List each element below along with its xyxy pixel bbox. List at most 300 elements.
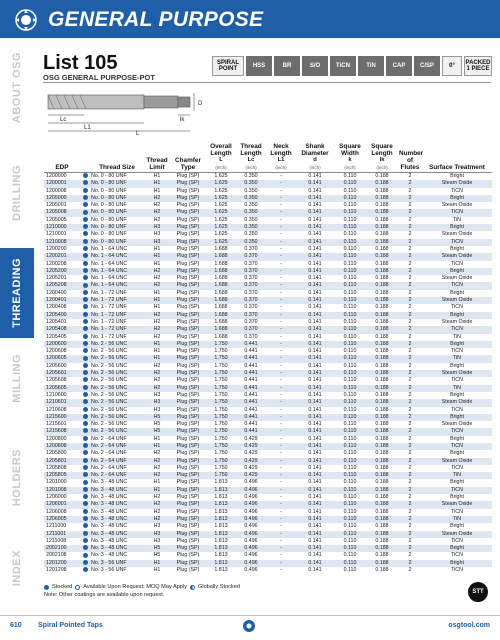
cell-stock: [80, 370, 90, 377]
cell-square-width: 0.110: [343, 494, 357, 501]
cell-edp: 1200808: [44, 443, 80, 450]
cell-edp: 1206001: [44, 501, 80, 508]
dim-lk-label: lk: [180, 117, 185, 123]
table-row: [44, 304, 492, 311]
cell-thread-limit: H1: [144, 180, 170, 187]
cell-edp: 1200401: [44, 297, 80, 304]
cell-surface-treatment: Steam Oxide: [441, 275, 473, 282]
cell-shank-diameter: 0.141: [308, 479, 322, 486]
cell-stock: [80, 268, 90, 275]
cell-shank-diameter: 0.141: [296, 253, 334, 260]
cell-flutes: 2: [408, 523, 412, 530]
cell-square-length: 0.188: [375, 508, 389, 515]
cell-stock: [80, 443, 90, 450]
cell-thread-length: 0.370: [236, 312, 266, 319]
cell-overall-length: 1.750: [206, 370, 236, 377]
cell-stock: [80, 567, 90, 574]
table-row: [44, 385, 492, 392]
stocked-dot-icon: [83, 370, 88, 375]
cell-neck-length: -: [280, 494, 282, 501]
cell-shank-diameter: 0.141: [308, 348, 322, 355]
cell-thread-limit: H2: [144, 516, 170, 523]
cell-chamfer-type: Plug (SP): [170, 253, 206, 260]
cell-neck-length: -: [280, 260, 282, 267]
cell-thread-size: No. 0 - 80 UNF: [91, 187, 127, 194]
table-row: [44, 450, 492, 457]
cell-stock: [80, 436, 90, 443]
cell-flutes: 2: [398, 253, 422, 260]
cell-surface-treatment: TiCN: [451, 260, 463, 267]
cell-square-width: 0.110: [334, 355, 366, 362]
cell-edp: 1200605: [44, 355, 80, 362]
cell-surface-treatment: Steam Oxide: [422, 180, 492, 187]
stocked-dot-icon: [83, 188, 88, 193]
table-row: [44, 217, 492, 224]
cell-neck-length: -: [280, 362, 282, 369]
tab-about-osg[interactable]: [0, 53, 34, 123]
cell-overall-length: 1.750: [206, 472, 236, 479]
stocked-dot-icon: [83, 385, 88, 390]
cell-neck-length: -: [266, 209, 296, 216]
stocked-dot-icon: [83, 334, 88, 339]
cell-chamfer-type: Plug (SP): [176, 362, 200, 369]
cell-thread-size: No. 1 - 72 UNF: [90, 326, 144, 333]
stocked-dot-icon: [83, 509, 88, 514]
cell-thread-limit: H1: [153, 479, 161, 486]
cell-surface-treatment: Steam Oxide: [422, 458, 492, 465]
stocked-dot-icon: [83, 283, 88, 288]
finish-ticn-icon: TiCN: [330, 56, 356, 76]
cell-neck-length: -: [266, 385, 296, 392]
cell-square-length: 0.188: [366, 224, 398, 231]
cell-thread-limit: H1: [144, 487, 170, 494]
cell-stock: [80, 392, 90, 399]
cell-thread-size: No. 2 - 56 UNC: [90, 385, 144, 392]
cell-square-length: 0.188: [366, 239, 398, 246]
cell-edp: 1200608: [46, 348, 67, 355]
footer-divider: [0, 615, 500, 616]
cell-square-length: 0.188: [375, 333, 389, 340]
cell-thread-limit: H1: [144, 560, 170, 567]
cell-chamfer-type: Plug (SP): [176, 202, 200, 209]
cell-stock: [80, 494, 90, 501]
cell-surface-treatment: Steam Oxide: [422, 297, 492, 304]
cell-thread-size: No. 3 - 48 UNC: [90, 501, 144, 508]
table-row: [44, 261, 492, 268]
cell-stock: [80, 290, 90, 297]
cell-flutes: 2: [408, 173, 412, 179]
cell-shank-diameter: 0.141: [296, 414, 334, 421]
cell-surface-treatment: Steam Oxide: [441, 231, 473, 238]
cell-square-width: 0.110: [343, 260, 357, 267]
cell-surface-treatment: TiCN: [451, 567, 463, 574]
cell-chamfer-type: Plug (SP): [170, 560, 206, 567]
cell-thread-limit: H3: [144, 239, 170, 246]
stocked-dot-icon: [83, 523, 88, 528]
packed-icon: [464, 56, 492, 76]
cell-neck-length: -: [280, 508, 282, 515]
cell-square-width: 0.110: [343, 333, 357, 340]
cell-stock: [80, 450, 90, 457]
cell-neck-length: -: [280, 523, 282, 530]
stocked-dot-icon: [83, 545, 88, 550]
cell-square-length: 0.188: [375, 289, 389, 296]
cell-flutes: 2: [398, 414, 422, 421]
cell-square-width: 0.110: [334, 268, 366, 275]
cell-overall-length: 1.750: [214, 406, 228, 413]
cell-square-width: 0.110: [334, 501, 366, 508]
cell-neck-length: -: [280, 479, 282, 486]
header-unit: (inch): [309, 165, 321, 170]
cell-neck-length: -: [266, 414, 296, 421]
cell-overall-length: 1.688: [214, 275, 228, 282]
cell-neck-length: -: [266, 282, 296, 289]
cell-surface-treatment: TiCN: [422, 282, 492, 289]
cell-flutes: 2: [408, 421, 412, 428]
cell-thread-limit: H3: [144, 399, 170, 406]
cell-thread-length: 0.496: [244, 523, 258, 530]
cell-square-length: 0.188: [366, 341, 398, 348]
tab-label: ABOUT OSG: [11, 52, 23, 124]
cell-thread-length: 0.429: [236, 458, 266, 465]
cell-flutes: 2: [408, 202, 412, 209]
cell-flutes: 2: [398, 385, 422, 392]
cell-shank-diameter: 0.141: [308, 245, 322, 252]
cell-stock: [80, 414, 90, 421]
cell-chamfer-type: Plug (SP): [170, 545, 206, 552]
cell-shank-diameter: 0.141: [296, 326, 334, 333]
cell-thread-limit: H1: [153, 173, 161, 179]
cell-shank-diameter: 0.141: [296, 458, 334, 465]
cell-thread-limit: H1: [153, 289, 161, 296]
cell-thread-size: No. 2 - 64 UNF: [91, 435, 127, 442]
cell-surface-treatment: Steam Oxide: [422, 501, 492, 508]
cell-shank-diameter: 0.141: [296, 501, 334, 508]
stocked-dot-icon: [83, 567, 88, 572]
stocked-dot-icon: [83, 239, 88, 244]
cell-thread-limit: H1: [153, 260, 161, 267]
cell-square-width: 0.110: [343, 508, 357, 515]
cell-edp: 1205801: [44, 458, 80, 465]
cell-flutes: 2: [408, 231, 412, 238]
table-row: [44, 348, 492, 355]
cell-edp: 1210601: [44, 399, 80, 406]
cell-thread-length: 0.496: [236, 487, 266, 494]
cell-thread-size: No. 3 - 48 UNC: [90, 487, 144, 494]
cell-square-length: 0.188: [366, 297, 398, 304]
cell-flutes: 2: [398, 501, 422, 508]
cell-thread-length: 0.496: [244, 552, 258, 559]
cell-surface-treatment: TiCN: [422, 239, 492, 246]
col-header-shank-diameter: [296, 143, 334, 173]
cell-thread-limit: H2: [153, 464, 161, 471]
cell-chamfer-type: Plug (SP): [176, 523, 200, 530]
cell-thread-size: No. 2 - 56 UNC: [90, 414, 144, 421]
header-text: Square Width: [339, 143, 361, 157]
cell-square-length: 0.188: [375, 552, 389, 559]
cell-thread-limit: H1: [153, 567, 161, 574]
cell-flutes: 2: [408, 245, 412, 252]
cell-square-width: 0.110: [343, 435, 357, 442]
cell-thread-length: 0.370: [244, 304, 258, 311]
cell-edp: 1210600: [46, 391, 67, 398]
cell-square-width: 0.110: [343, 275, 357, 282]
table-row: [44, 545, 492, 552]
table-row: [44, 180, 492, 187]
cell-flutes: 2: [398, 443, 422, 450]
cell-thread-length: 0.429: [244, 464, 258, 471]
cell-stock: [80, 180, 90, 187]
cell-thread-length: 0.441: [244, 391, 258, 398]
cell-square-width: 0.110: [334, 414, 366, 421]
cell-square-length: 0.188: [366, 268, 398, 275]
cell-flutes: 2: [398, 399, 422, 406]
cell-flutes: 2: [408, 391, 412, 398]
cell-overall-length: 1.750: [214, 421, 228, 428]
cell-thread-limit: H1: [153, 348, 161, 355]
cell-square-length: 0.188: [366, 180, 398, 187]
cell-square-length: 0.188: [375, 377, 389, 384]
tab-milling[interactable]: [0, 343, 34, 413]
cell-overall-length: 1.750: [214, 362, 228, 369]
cell-thread-size: No. 2 - 56 UNC: [91, 348, 128, 355]
tab-holders[interactable]: [0, 443, 34, 513]
cell-chamfer-type: Plug (SP): [176, 187, 200, 194]
cell-shank-diameter: 0.141: [308, 435, 322, 442]
section-side-tabs: [0, 38, 34, 603]
cell-thread-limit: H2: [153, 202, 161, 209]
cell-thread-size: No. 3 - 56 UNF: [90, 560, 144, 567]
stocked-dot-icon: [83, 553, 88, 558]
cell-square-length: 0.188: [366, 253, 398, 260]
cell-flutes: 2: [398, 487, 422, 494]
cell-neck-length: -: [266, 326, 296, 333]
cell-square-length: 0.188: [366, 414, 398, 421]
osg-logo-icon: [10, 9, 42, 31]
cell-thread-size: No. 1 - 72 UNF: [91, 304, 127, 311]
cell-neck-length: -: [280, 245, 282, 252]
cell-flutes: 2: [398, 312, 422, 319]
cell-thread-size: No. 0 - 80 UNF: [91, 216, 127, 223]
cell-stock: [80, 188, 90, 195]
cell-flutes: 2: [398, 326, 422, 333]
cell-thread-limit: H1: [153, 187, 161, 194]
cell-square-width: 0.110: [334, 399, 366, 406]
cell-thread-size: No. 1 - 64 UNC: [91, 260, 128, 267]
tab-index[interactable]: [0, 538, 34, 598]
header-unit: (inch): [376, 165, 388, 170]
cell-flutes: 2: [398, 531, 422, 538]
cell-square-length: 0.188: [366, 545, 398, 552]
cell-thread-limit: H1: [144, 253, 170, 260]
finish-bright-icon: BR: [274, 56, 300, 76]
tap-dimension-diagram-icon: [44, 85, 214, 135]
cell-flutes: 2: [408, 406, 412, 413]
cell-neck-length: -: [280, 231, 282, 238]
cell-square-length: 0.188: [375, 260, 389, 267]
cell-thread-limit: H1: [153, 245, 161, 252]
cell-thread-length: 0.429: [244, 435, 258, 442]
cell-surface-treatment: TiCN: [451, 187, 463, 194]
cell-chamfer-type: Plug (SP): [170, 487, 206, 494]
cell-shank-diameter: 0.141: [308, 523, 322, 530]
stocked-dot-icon: [83, 210, 88, 215]
cell-shank-diameter: 0.141: [308, 289, 322, 296]
cell-neck-length: -: [280, 333, 282, 340]
table-row: [44, 479, 492, 486]
cell-chamfer-type: Plug (SP): [170, 472, 206, 479]
cell-thread-size: No. 1 - 72 UNF: [90, 312, 144, 319]
table-row: [44, 472, 492, 479]
stocked-dot-icon: [44, 585, 49, 590]
coating-note: Note: Other coatings are available upon request.: [44, 592, 165, 598]
cell-surface-treatment: Bright: [450, 362, 464, 369]
cell-shank-diameter: 0.141: [308, 494, 322, 501]
cell-flutes: 2: [408, 260, 412, 267]
tab-drilling[interactable]: [0, 158, 34, 228]
cell-shank-diameter: 0.141: [308, 508, 322, 515]
cell-flutes: 2: [398, 355, 422, 362]
legend: [44, 584, 240, 590]
cell-square-width: 0.110: [343, 304, 357, 311]
cell-surface-treatment: TiCN: [451, 508, 463, 515]
cell-flutes: 2: [398, 282, 422, 289]
stocked-dot-icon: [83, 246, 88, 251]
cell-flutes: 2: [398, 180, 422, 187]
cell-stock: [80, 509, 90, 516]
header-symbol: L1: [277, 157, 285, 163]
material-hss-icon: HSS: [246, 56, 272, 76]
cell-edp: 1210608: [46, 406, 67, 413]
table-row: [44, 290, 492, 297]
cell-neck-length: -: [266, 399, 296, 406]
cell-shank-diameter: 0.141: [296, 282, 334, 289]
cell-thread-limit: H1: [144, 297, 170, 304]
cell-stock: [80, 246, 90, 253]
cell-square-width: 0.110: [343, 479, 357, 486]
cell-edp: 1205600: [46, 362, 67, 369]
cell-thread-length: 0.441: [236, 428, 266, 435]
cell-edp: 1215600: [44, 414, 80, 421]
cell-square-length: 0.188: [375, 391, 389, 398]
table-row: [44, 509, 492, 516]
cell-surface-treatment: TiCN: [451, 537, 463, 544]
table-row: [44, 516, 492, 523]
cell-neck-length: -: [280, 202, 282, 209]
cell-edp: 1210001: [46, 231, 67, 238]
cell-square-length: 0.188: [375, 523, 389, 530]
cell-square-width: 0.110: [343, 567, 357, 574]
cell-surface-treatment: TiN: [422, 516, 492, 523]
cell-chamfer-type: Plug (SP): [176, 479, 200, 486]
stocked-dot-icon: [83, 538, 88, 543]
cell-surface-treatment: TiCN: [451, 552, 463, 559]
cell-thread-limit: H2: [153, 508, 161, 515]
cell-thread-length: 0.441: [236, 341, 266, 348]
cell-thread-length: 0.441: [236, 414, 266, 421]
cell-edp: 1205401: [46, 318, 67, 325]
cell-square-width: 0.110: [343, 231, 357, 238]
cell-neck-length: -: [280, 348, 282, 355]
cell-overall-length: 1.813: [206, 487, 236, 494]
cell-overall-length: 1.750: [214, 450, 228, 457]
cell-chamfer-type: Plug (SP): [176, 275, 200, 282]
cell-edp: 1205601: [44, 370, 80, 377]
cell-edp: 1201200: [44, 560, 80, 567]
cell-overall-length: 1.625: [206, 209, 236, 216]
cell-thread-size: No. 3 - 48 UNC: [90, 516, 144, 523]
cell-thread-size: No. 3 - 48 UNC: [90, 545, 144, 552]
cell-shank-diameter: 0.141: [296, 180, 334, 187]
cell-square-length: 0.188: [375, 231, 389, 238]
cell-neck-length: -: [266, 443, 296, 450]
cell-thread-size: No. 3 - 48 UNC: [91, 552, 128, 559]
cell-edp: 1205201: [46, 275, 67, 282]
cell-square-width: 0.110: [343, 421, 357, 428]
website-link[interactable]: osgtool.com: [448, 622, 490, 629]
cell-chamfer-type: Plug (SP): [170, 355, 206, 362]
cell-surface-treatment: Bright: [450, 245, 464, 252]
cell-surface-treatment: Bright: [422, 545, 492, 552]
footer-section-name: Spiral Pointed Taps: [38, 622, 103, 629]
cell-thread-limit: H2: [144, 501, 170, 508]
cell-stock: [80, 261, 90, 268]
cell-edp: 1211001: [44, 531, 80, 538]
tab-threading[interactable]: [0, 248, 34, 338]
cell-neck-length: -: [266, 487, 296, 494]
cell-shank-diameter: 0.141: [308, 333, 322, 340]
cell-edp: 1200201: [44, 253, 80, 260]
cell-flutes: 2: [398, 560, 422, 567]
cell-stock: [80, 341, 90, 348]
cell-shank-diameter: 0.141: [308, 552, 322, 559]
cell-square-length: 0.188: [375, 348, 389, 355]
cell-surface-treatment: Bright: [422, 195, 492, 202]
cell-thread-length: 0.496: [244, 479, 258, 486]
cell-thread-size: No. 2 - 56 UNC: [90, 370, 144, 377]
cell-flutes: 2: [408, 318, 412, 325]
cell-thread-size: No. 1 - 64 UNC: [90, 253, 144, 260]
cell-overall-length: 1.625: [206, 195, 236, 202]
cell-thread-length: 0.441: [236, 370, 266, 377]
cell-square-width: 0.110: [343, 523, 357, 530]
cell-surface-treatment: Bright: [450, 479, 464, 486]
table-row: [44, 494, 492, 501]
cell-surface-treatment: TiCN: [451, 377, 463, 384]
table-row: [44, 421, 492, 428]
cell-thread-length: 0.496: [244, 537, 258, 544]
table-row: [44, 560, 492, 567]
cell-thread-length: 0.429: [236, 443, 266, 450]
cell-square-length: 0.188: [375, 537, 389, 544]
stocked-dot-icon: [83, 202, 88, 207]
col-header-chamfer-type: Chamfer Type: [170, 143, 206, 173]
cell-square-length: 0.188: [375, 173, 389, 179]
cell-chamfer-type: Plug (SP): [170, 195, 206, 202]
cell-overall-length: 1.750: [206, 458, 236, 465]
tab-label: THREADING: [11, 258, 23, 328]
cell-shank-diameter: 0.141: [308, 567, 322, 574]
cell-surface-treatment: TiCN: [422, 443, 492, 450]
cell-overall-length: 1.813: [206, 560, 236, 567]
cell-shank-diameter: 0.141: [308, 202, 322, 209]
stocked-dot-icon: [83, 480, 88, 485]
tab-label: MILLING: [11, 353, 23, 403]
cell-shank-diameter: 0.141: [296, 341, 334, 348]
cell-chamfer-type: Plug (SP): [170, 385, 206, 392]
cell-thread-size: No. 1 - 72 UNF: [91, 333, 127, 340]
cell-shank-diameter: 0.141: [308, 275, 322, 282]
